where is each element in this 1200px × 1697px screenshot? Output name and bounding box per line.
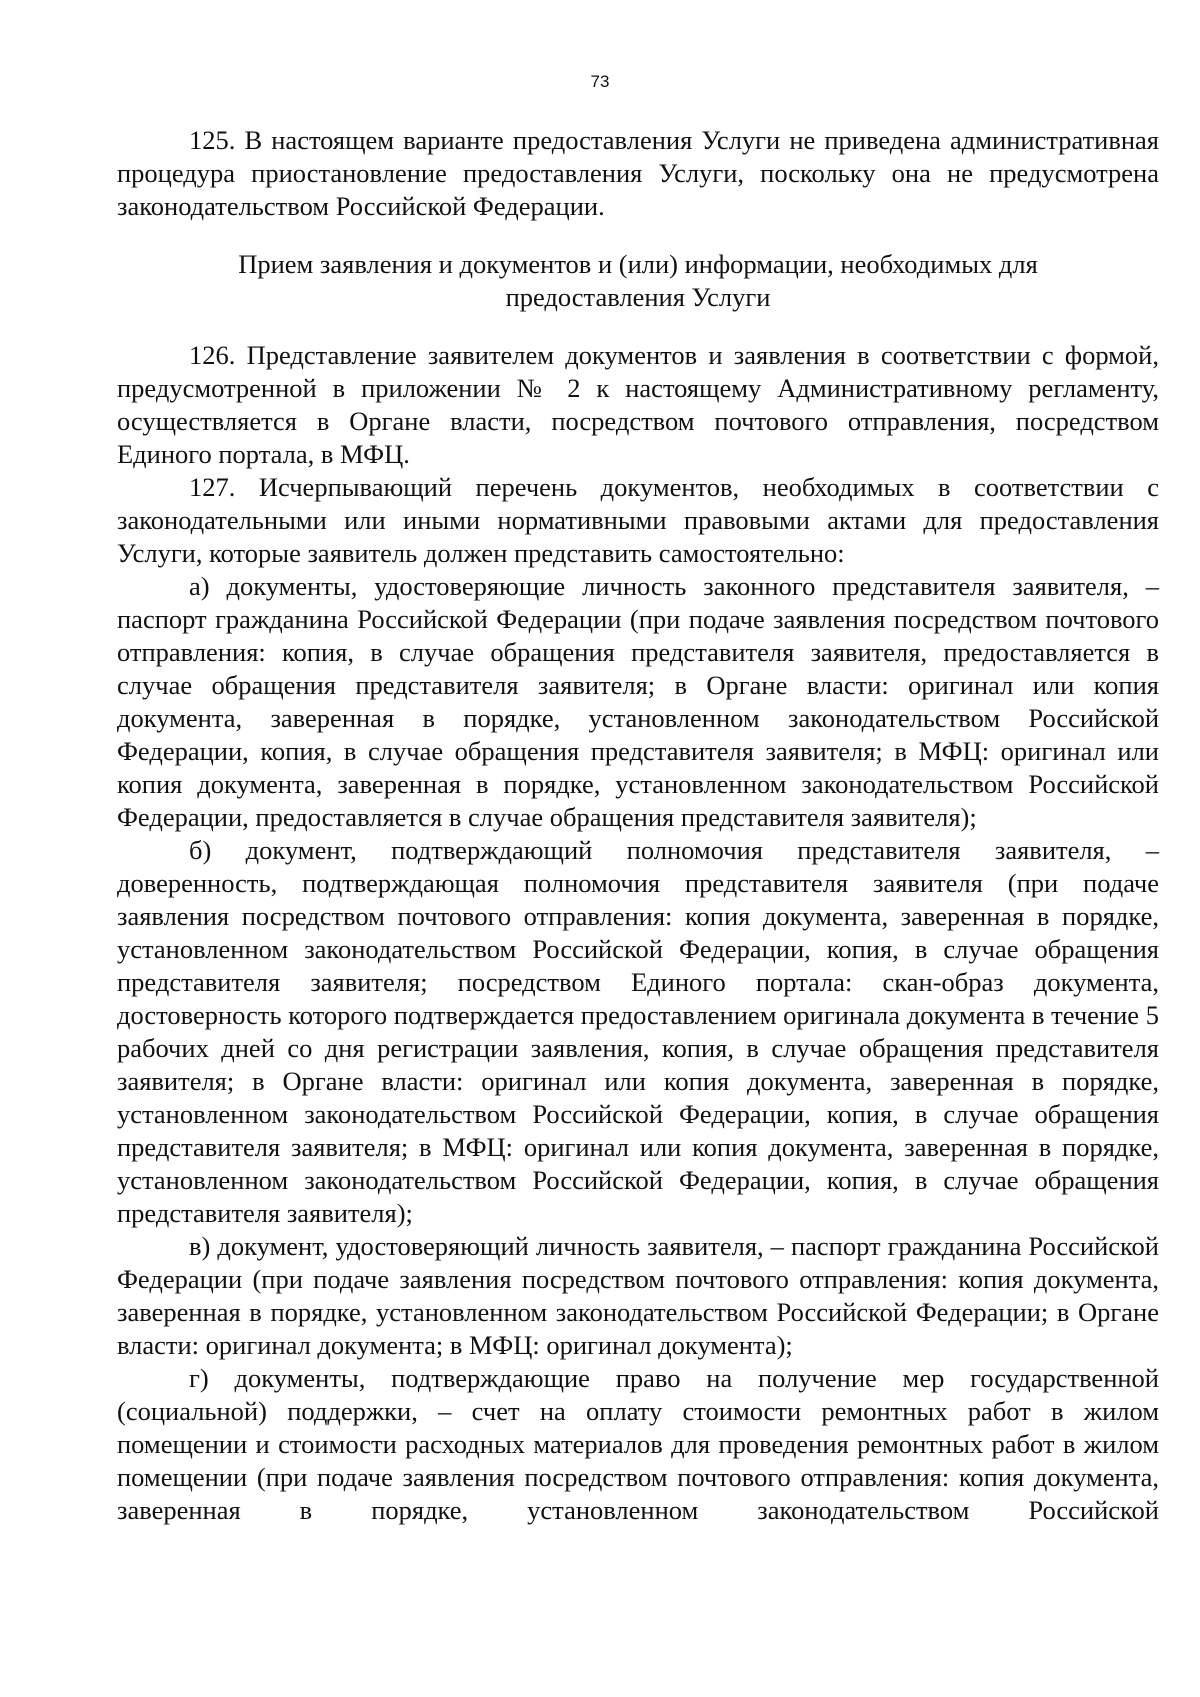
list-item-b: б) документ, подтверждающий полномочия представителя заявителя, – доверенность, подтверждающая полномочия представителя заявителя (при подаче заявления посредством почтового отправления: копия документа, заверенная в порядке, установленном законодательством Российской Федерации, копия, в случае обращения представителя заявителя; посредством Единого портала: скан-образ документа, достоверность которого подтверждается предоставлением оригинала документа в течение 5 рабочих дней со дня регистрации заявления, копия, в случае обращения представителя заявителя; в Органе власти: оригинал или копия документа, заверенная в порядке, установленном законодательством Российской Федерации, копия, в случае обращения представителя заявителя; в МФЦ: оригинал или копия документа, заверенная в порядке, установленном законодательством Российской Федерации, копия, в случае обращения представителя заявителя); — [117, 835, 1159, 1228]
list-item-g: г) документы, подтверждающие право на получение мер государственной (социальной) поддержки, – счет на оплату стоимости ремонтных работ в жилом помещении и стоимости расходных материалов для проведения ремонтных работ в жилом помещении (при подаче заявления посредством почтового отправления: копия документа, заверенная в порядке, установленном законодательством Российской — [117, 1363, 1159, 1525]
page-number: 73 — [590, 72, 610, 91]
document-body — [117, 124, 1159, 1527]
list-item-v: в) документ, удостоверяющий личность заявителя, – паспорт гражданина Российской Федерации (при подаче заявления посредством почтового отправления: копия документа, заверенная в порядке, установленном законодательством Российской Федерации; в Органе власти: оригинал документа; в МФЦ: оригинал документа); — [117, 1231, 1159, 1360]
paragraph-127: 127. Исчерпывающий перечень документов, необходимых в соответствии с законодательными или иными нормативными правовыми актами для предоставления Услуги, которые заявитель должен представить самостоятельно: — [117, 472, 1159, 568]
paragraph-125: 125. В настоящем варианте предоставления Услуги не приведена административная процедура приостановление предоставления Услуги, поскольку она не предусмотрена законодательством Российской Федерации. — [117, 125, 1159, 221]
list-item-a: а) документы, удостоверяющие личность законного представителя заявителя, – паспорт гражданина Российской Федерации (при подаче заявления посредством почтового отправления: копия, в случае обращения представителя заявителя, предоставляется в случае обращения представителя заявителя; в Органе власти: оригинал или копия документа, заверенная в порядке, установленном законодательством Российской Федерации, копия, в случае обращения представителя заявителя; в МФЦ: оригинал или копия документа, заверенная в порядке, установленном законодательством Российской Федерации, предоставляется в случае обращения представителя заявителя); — [117, 571, 1159, 832]
section-heading-line-2: предоставления Услуги — [505, 282, 771, 312]
section-heading-line-1: Прием заявления и документов и (или) информации, необходимых для — [238, 249, 1038, 279]
paragraph-126: 126. Представление заявителем документов и заявления в соответствии с формой, предусмотренной в приложении № 2 к настоящему Административному регламенту, осуществляется в Органе власти, посредством почтового отправления, посредством Единого портала, в МФЦ. — [117, 340, 1159, 469]
